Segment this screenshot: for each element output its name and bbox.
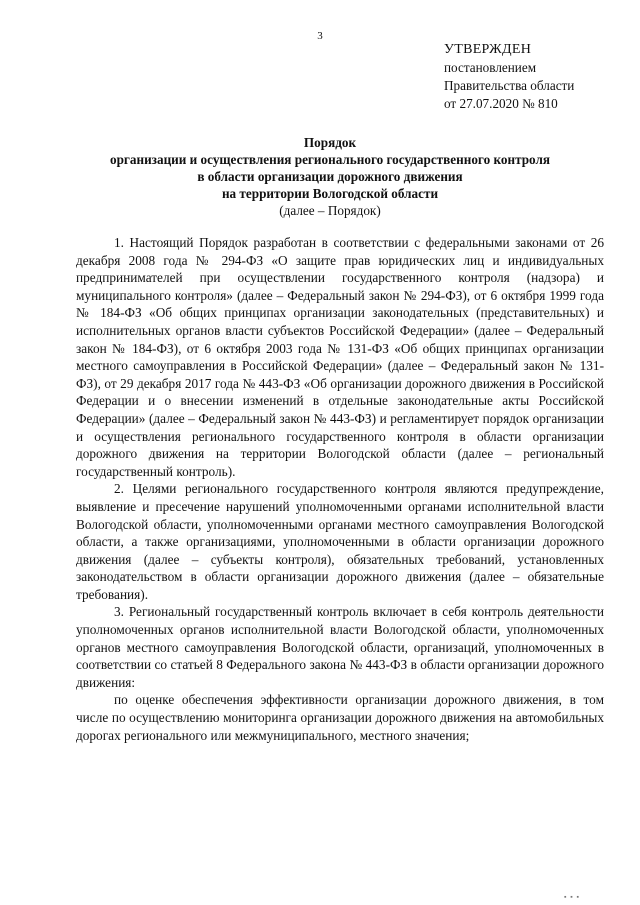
approval-stamp: УТВЕРЖДЕН [444, 42, 532, 57]
paragraph-3-subitem: по оценке обеспечения эффективности организации дорожного движения, в том числе по осуществлению мониторинга организации дорожного движения на автомобильных дорогах регионального или межмуниципального, местного значения; [76, 692, 604, 743]
heading-line-2: в области организации дорожного движения [197, 169, 463, 184]
approval-line-3: от 27.07.2020 № 810 [444, 96, 558, 111]
approval-line-2: Правительства области [444, 78, 575, 93]
document-body [76, 234, 604, 744]
approval-line-1: постановлением [444, 60, 537, 75]
approval-block [444, 41, 574, 113]
document-title: Порядок [303, 135, 357, 150]
heading-line-1: организации и осуществления регионального государственного контроля [109, 152, 551, 167]
scan-mark: ▪ ▪ ▪ [564, 893, 580, 901]
paragraph-3: 3. Региональный государственный контроль включает в себя контроль деятельности уполномоченных органов исполнительной власти Вологодской области, уполномоченных органов местного самоуправления Вологодской области, организаций, уполномоченных в соответствии со статьей 8 Федерального закона № 443-ФЗ в области организации дорожного движения: [76, 604, 604, 690]
heading-note: (далее – Порядок) [279, 203, 381, 218]
heading-line-3: на территории Вологодской области [221, 186, 439, 201]
paragraph-1: 1. Настоящий Порядок разработан в соответствии с федеральными законами от 26 декабря 2008 года № 294-ФЗ «О защите прав юридических лиц и индивидуальных предпринимателей при осуществлении государственного контроля (надзора) и муниципального контроля» (далее – Федеральный закон № 294-ФЗ), от 6 октября 1999 года № 184-ФЗ «Об общих принципах организации законодательных (представительных) и исполнительных органов власти субъектов Российской Федерации» (далее – Федеральный закон № 184-ФЗ), от 6 октября 2003 года № 131-ФЗ «Об общих принципах организации местного самоуправления в Российской Федерации» (далее – Федеральный закон № 131-ФЗ), от 29 декабря 2017 года № 443-ФЗ «Об организации дорожного движения в Российской Федерации и о внесении изменений в отдельные законодательные акты Российской Федерации» (далее – Федеральный закон № 443-ФЗ) и регламентирует порядок организации и осуществления регионального государственного контроля в области организации дорожного движения на территории Вологодской области (далее – региональный государственный контроль). [76, 235, 604, 479]
paragraph-2: 2. Целями регионального государственного контроля являются предупреждение, выявление и пресечение нарушений уполномоченными органами исполнительной власти Вологодской области, уполномоченными органами местного самоуправления Вологодской области, а также организациями, уполномоченными в области организации дорожного движения (далее – субъекты контроля), обязательных требований, установленных законодательством в области организации дорожного движения (далее – обязательные требования). [76, 481, 604, 602]
page-number: 3 [317, 30, 323, 42]
document-heading [60, 134, 600, 219]
